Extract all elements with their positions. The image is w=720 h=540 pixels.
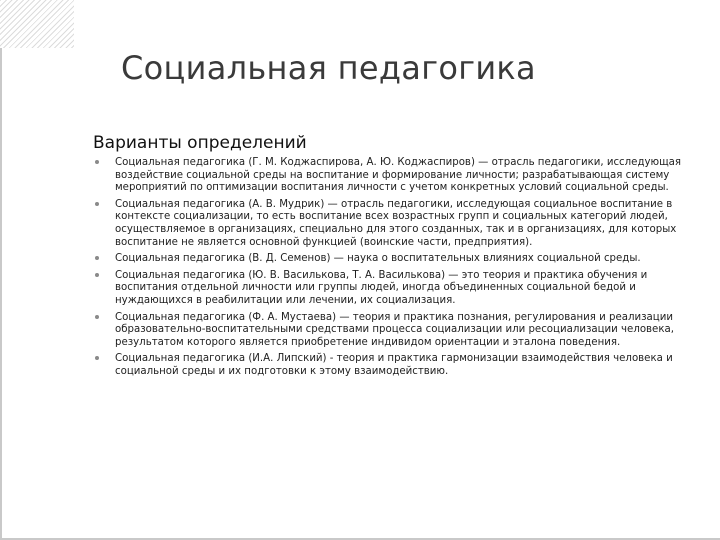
bullet-icon [95,273,99,277]
definition-text: Социальная педагогика (Г. М. Коджаспирова, А. Ю. Коджаспиров) — отрасль педагогики, исследующая воздействие социальной среды на воспитание и формирование личности; разрабатывающая систему мероприятий по оптимизации воспитания личности с учетом конкретных условий социальной среды. [115,157,682,194]
corner-decoration [0,0,74,48]
bullet-icon [95,256,99,260]
bullet-icon [95,160,99,164]
bullet-icon [95,202,99,206]
definition-item [92,199,692,249]
definition-text: Социальная педагогика (Ю. В. Василькова, Т. А. Василькова) — это теория и практика обучения и воспитания отдельной личности или группы людей, иногда объединенных социальной бедой и нуждающихся в реабилитации или лечении, их социализация. [115,269,648,306]
definition-item [92,353,692,378]
definition-item [92,312,692,350]
definition-item [92,157,692,195]
definition-item [92,253,692,266]
definition-text: Социальная педагогика (А. В. Мудрик) — отрасль педагогики, исследующая социальное воспитание в контексте социализации, то есть воспитание всех возрастных групп и социальных категорий людей, осуществляемое в организациях, специально для этого созданных, так и в организациях, для которых воспитание не является основной функцией (воинские части, предприятия). [115,198,677,248]
definition-text: Социальная педагогика (В. Д. Семенов) — наука о воспитательных влияниях социальной среды. [115,253,641,265]
definition-text: Социальная педагогика (И.А. Липский) - теория и практика гармонизации взаимодействия человека и социальной среды и их подготовки к этому взаимодействию. [115,353,673,377]
slide-subtitle: Варианты определений [93,133,307,153]
slide-title: Социальная педагогика [121,49,536,87]
definition-text: Социальная педагогика (Ф. А. Мустаева) — теория и практика познания, регулирования и реализации образовательно-воспитательными средствами процесса социализации или ресоциализации человека, результатом которого является приобретение индивидом ориентации и эталона поведения. [115,311,674,348]
definition-item [92,270,692,308]
bullet-icon [95,356,99,360]
definitions-list [92,157,692,383]
bullet-icon [95,315,99,319]
